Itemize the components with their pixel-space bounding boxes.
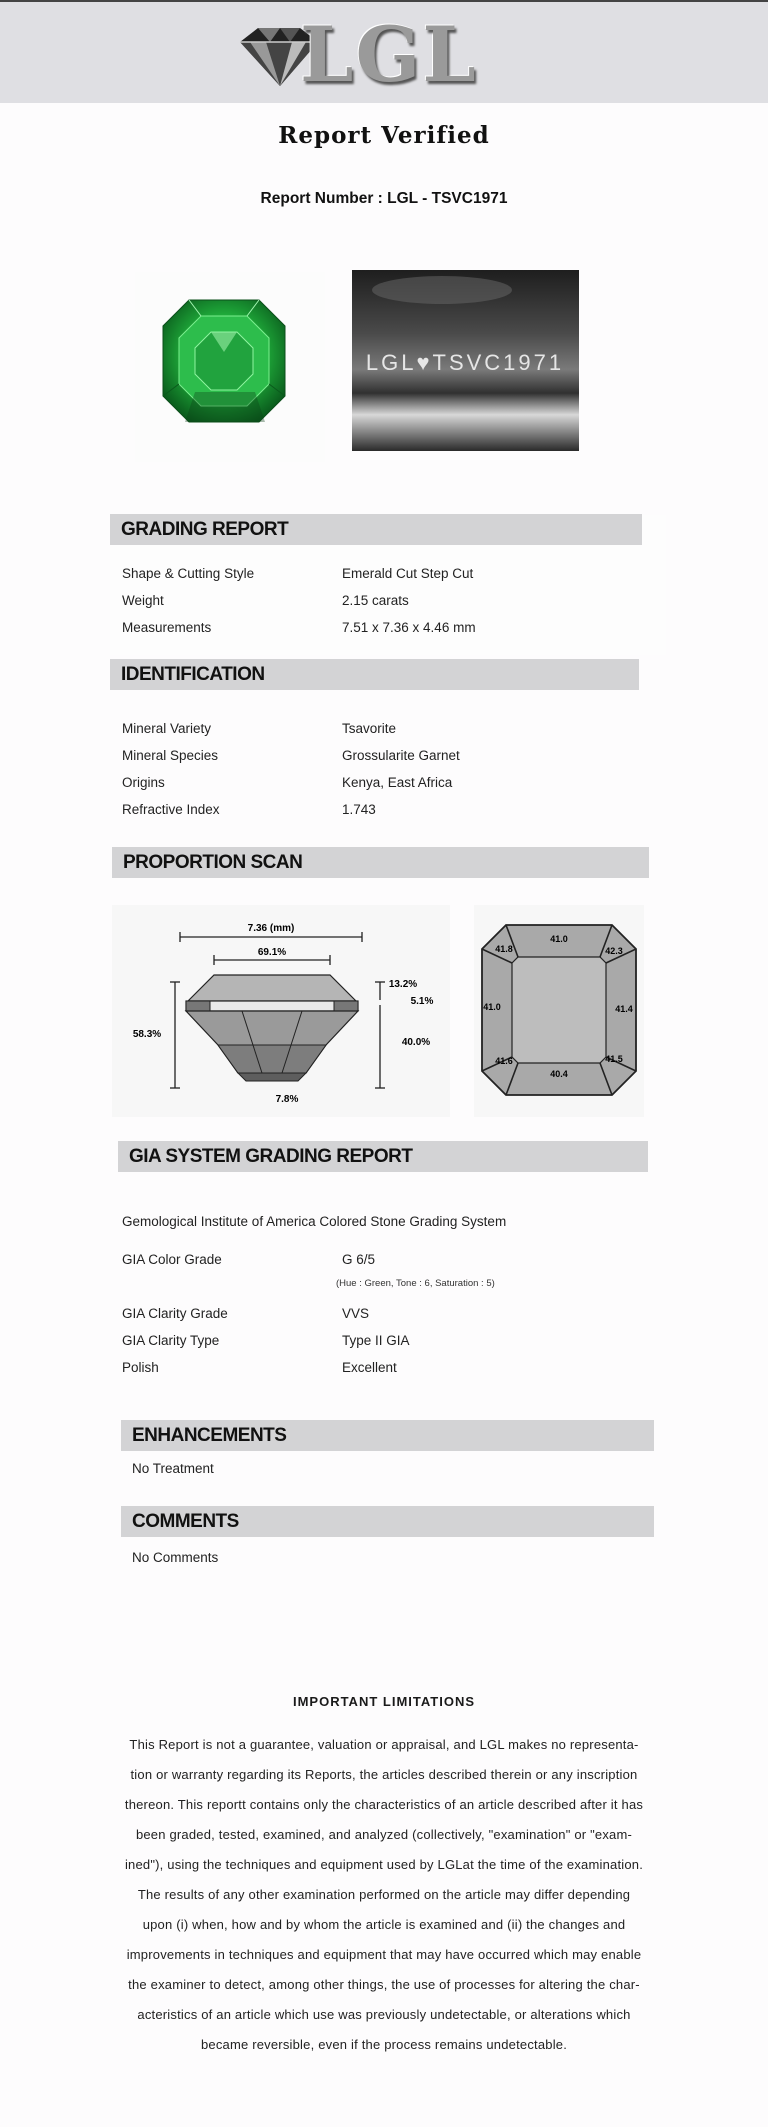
- origins-label: Origins: [122, 775, 165, 790]
- mineral-species-value: Grossularite Garnet: [342, 748, 460, 763]
- proportion-scan-heading: PROPORTION SCAN: [112, 847, 649, 878]
- enhancements-value: No Treatment: [132, 1461, 214, 1476]
- limitations-line: tion or warranty regarding its Reports, the articles described therein or any inscription: [130, 1767, 638, 1782]
- polish-label: Polish: [122, 1360, 159, 1375]
- gia-color-note: (Hue : Green, Tone : 6, Saturation : 5): [336, 1278, 495, 1289]
- enhancements-heading: ENHANCEMENTS: [121, 1420, 654, 1451]
- facet-bottom: 40.4: [550, 1069, 568, 1079]
- mineral-variety-value: Tsavorite: [342, 721, 397, 736]
- page-title: Report Verified: [278, 122, 490, 149]
- profile-diagram: [112, 905, 450, 1117]
- profile-depth-label: 58.3%: [132, 1029, 162, 1040]
- weight-value: 2.15 carats: [342, 593, 409, 608]
- report-number: Report Number : LGL - TSVC1971: [260, 190, 508, 207]
- gia-color-label: GIA Color Grade: [122, 1252, 222, 1267]
- facet-left: 41.0: [483, 1002, 501, 1012]
- refractive-index-label: Refractive Index: [122, 802, 220, 817]
- measurements-value: 7.51 x 7.36 x 4.46 mm: [342, 620, 476, 635]
- grading-report-heading: GRADING REPORT: [110, 514, 642, 545]
- refractive-index-value: 1.743: [342, 802, 376, 817]
- comments-heading: COMMENTS: [121, 1506, 654, 1537]
- limitations-heading: IMPORTANT LIMITATIONS: [292, 1694, 476, 1709]
- profile-table-label: 69.1%: [257, 947, 287, 958]
- facet-diagram: [474, 905, 644, 1117]
- profile-crown-label: 13.2%: [388, 979, 418, 990]
- profile-girdle-label: 5.1%: [410, 996, 434, 1007]
- profile-width-label: 7.36 (mm): [247, 923, 295, 934]
- weight-label: Weight: [122, 593, 164, 608]
- polish-value: Excellent: [342, 1360, 397, 1375]
- limitations-line: upon (i) when, how and by whom the article is examined and (ii) the changes and: [142, 1917, 626, 1932]
- limitations-line: the examiner to detect, among other things, the use of processes for altering the char-: [128, 1977, 640, 1992]
- shape-value: Emerald Cut Step Cut: [342, 566, 474, 581]
- limitations-line: acteristics of an article which use was previously undetectable, or alterations which: [137, 2007, 631, 2022]
- limitations-line: became reversible, even if the process remains undetectable.: [200, 2037, 568, 2052]
- facet-top: 41.0: [550, 934, 568, 944]
- inscription-photo: [352, 270, 579, 451]
- lgl-logo: [230, 12, 490, 98]
- limitations-line: thereon. This reportt contains only the characteristics of an article described after it has: [124, 1797, 644, 1812]
- facet-top-right: 42.3: [605, 946, 623, 956]
- shape-label: Shape & Cutting Style: [122, 566, 255, 581]
- limitations-line: The results of any other examination performed on the article may differ depending: [137, 1887, 631, 1902]
- logo-text: LGL: [300, 10, 478, 99]
- identification-heading: IDENTIFICATION: [110, 659, 639, 690]
- gem-photo: [135, 272, 325, 462]
- limitations-line: This Report is not a guarantee, valuation or appraisal, and LGL makes no representa-: [129, 1737, 639, 1752]
- gia-subtitle: Gemological Institute of America Colored Stone Grading System: [122, 1214, 507, 1229]
- inscription-text: LGL♥TSVC1971: [365, 350, 565, 375]
- gia-clarity-grade-value: VVS: [342, 1306, 370, 1321]
- gia-clarity-type-value: Type II GIA: [342, 1333, 410, 1348]
- facet-right: 41.4: [615, 1004, 633, 1014]
- limitations-line: been graded, tested, examined, and analyzed (collectively, "examination" or "exam-: [135, 1827, 633, 1842]
- facet-bottom-right: 41.5: [605, 1054, 623, 1064]
- gia-heading: GIA SYSTEM GRADING REPORT: [118, 1141, 648, 1172]
- limitations-line: ined"), using the techniques and equipment used by LGLat the time of the examination.: [124, 1857, 644, 1872]
- facet-top-left: 41.8: [495, 944, 513, 954]
- comments-value: No Comments: [132, 1550, 219, 1565]
- measurements-label: Measurements: [122, 620, 212, 635]
- profile-pavilion-label: 40.0%: [401, 1037, 431, 1048]
- gia-clarity-type-label: GIA Clarity Type: [122, 1333, 220, 1348]
- mineral-species-label: Mineral Species: [122, 748, 219, 763]
- facet-bottom-left: 41.6: [495, 1056, 513, 1066]
- gia-clarity-grade-label: GIA Clarity Grade: [122, 1306, 228, 1321]
- profile-culet-label: 7.8%: [275, 1094, 299, 1105]
- mineral-variety-label: Mineral Variety: [122, 721, 212, 736]
- limitations-line: improvements in techniques and equipment that may have occurred which may enable: [126, 1947, 642, 1962]
- gia-color-value: G 6/5: [342, 1252, 376, 1267]
- origins-value: Kenya, East Africa: [342, 775, 453, 790]
